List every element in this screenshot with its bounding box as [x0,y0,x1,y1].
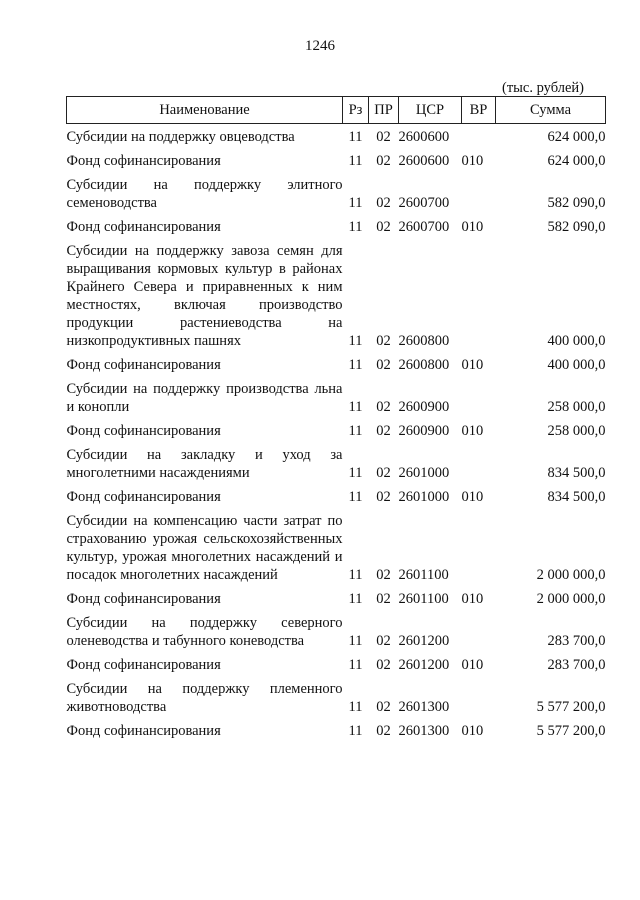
row-csr: 2601300 [398,723,450,739]
row-rz: 11 [348,423,363,439]
header-sum: Сумма [496,97,606,124]
row-vr [462,440,496,482]
table-row [67,608,606,650]
row-csr: 2600900 [398,423,450,439]
row-csr: 2601200 [398,657,450,673]
table-row [67,170,606,212]
row-sum: 834 500,0 [547,489,606,505]
row-vr [462,674,496,716]
row-vr: 010 [461,723,484,739]
row-name: Фонд софинансирования [66,489,221,505]
header-pr: ПР [369,97,399,124]
units-label: (тыс. рублей) [502,80,584,96]
row-vr: 010 [461,357,484,373]
row-rz: 11 [348,489,363,505]
row-csr: 2600600 [398,153,450,169]
row-sum: 258 000,0 [547,423,606,439]
row-vr [462,374,496,416]
budget-table [66,96,606,740]
row-sum: 624 000,0 [547,153,606,169]
row-vr: 010 [461,153,484,169]
row-rz: 11 [348,699,363,715]
header-name: Наименование [67,97,343,124]
row-pr: 02 [376,153,391,169]
row-sum: 283 700,0 [547,657,606,673]
row-csr: 2600700 [398,195,450,211]
row-name: Фонд софинансирования [66,423,221,439]
table-row [67,674,606,716]
row-rz: 11 [348,219,363,235]
table-row [67,146,606,170]
row-vr [462,608,496,650]
row-pr: 02 [376,699,391,715]
row-name: Фонд софинансирования [66,591,221,607]
header-csr: ЦСР [399,97,462,124]
row-vr: 010 [461,219,484,235]
row-name: Фонд софинансирования [66,357,221,373]
row-rz: 11 [348,195,363,211]
row-name: Фонд софинансирования [66,219,221,235]
row-pr: 02 [376,333,391,349]
row-sum: 258 000,0 [547,399,606,415]
row-pr: 02 [376,567,391,583]
table-row [67,650,606,674]
row-rz: 11 [348,153,363,169]
row-name: Субсидии на компенсацию части затрат по страхованию урожая сельскохозяйственных культур, урожая многолетних насаждений и посадок многолетних насаждений [66,513,343,583]
row-vr: 010 [461,489,484,505]
row-sum: 400 000,0 [547,333,606,349]
row-name: Субсидии на поддержку племенного животноводства [66,681,343,715]
table-row [67,416,606,440]
header-rz: Рз [343,97,369,124]
row-name: Фонд софинансирования [66,723,221,739]
table-row [67,124,606,147]
row-csr: 2601200 [398,633,450,649]
table-row [67,350,606,374]
row-pr: 02 [376,357,391,373]
row-pr: 02 [376,399,391,415]
row-rz: 11 [348,465,363,481]
row-pr: 02 [376,723,391,739]
row-pr: 02 [376,423,391,439]
row-csr: 2601100 [398,591,449,607]
header-vr: ВР [462,97,496,124]
row-rz: 11 [348,633,363,649]
row-csr: 2601000 [398,465,450,481]
row-sum: 5 577 200,0 [536,699,606,715]
row-pr: 02 [376,195,391,211]
row-pr: 02 [376,591,391,607]
row-vr [462,236,496,350]
row-vr [462,506,496,584]
row-sum: 624 000,0 [547,129,606,145]
row-sum: 2 000 000,0 [536,567,606,583]
row-vr [462,170,496,212]
row-pr: 02 [376,633,391,649]
table-row [67,584,606,608]
row-name: Субсидии на поддержку завоза семян для выращивания кормовых культур в районах Крайнего Севера и приравненных к ним местностях, включая производство продукции растениеводства на низкопродуктивных пашнях [66,243,343,349]
table-row [67,212,606,236]
row-rz: 11 [348,591,363,607]
row-rz: 11 [348,399,363,415]
row-rz: 11 [348,333,363,349]
row-rz: 11 [348,567,363,583]
row-pr: 02 [376,129,391,145]
table-row [67,482,606,506]
row-csr: 2601000 [398,489,450,505]
row-name: Субсидии на поддержку производства льна и конопли [66,381,343,415]
row-rz: 11 [348,723,363,739]
row-vr: 010 [461,657,484,673]
row-rz: 11 [348,129,363,145]
page-number: 1246 [305,38,335,54]
row-rz: 11 [348,657,363,673]
row-sum: 2 000 000,0 [536,591,606,607]
table-row [67,506,606,584]
row-csr: 2600800 [398,357,450,373]
row-vr: 010 [461,591,484,607]
row-name: Фонд софинансирования [66,657,221,673]
row-vr [462,124,496,147]
row-csr: 2600700 [398,219,450,235]
row-csr: 2600800 [398,333,450,349]
table-row [67,236,606,350]
row-pr: 02 [376,489,391,505]
row-csr: 2601100 [398,567,449,583]
row-pr: 02 [376,219,391,235]
row-sum: 283 700,0 [547,633,606,649]
row-sum: 582 090,0 [547,195,606,211]
row-pr: 02 [376,465,391,481]
row-name: Субсидии на поддержку овцеводства [66,129,295,145]
table-row [67,440,606,482]
row-sum: 834 500,0 [547,465,606,481]
row-rz: 11 [348,357,363,373]
row-csr: 2600600 [398,129,450,145]
row-sum: 582 090,0 [547,219,606,235]
table-row [67,374,606,416]
table-header-row [67,97,606,124]
row-name: Субсидии на закладку и уход за многолетними насаждениями [66,447,343,481]
row-csr: 2600900 [398,399,450,415]
row-pr: 02 [376,657,391,673]
row-sum: 400 000,0 [547,357,606,373]
table-row [67,716,606,740]
row-name: Фонд софинансирования [66,153,221,169]
row-sum: 5 577 200,0 [536,723,606,739]
row-vr: 010 [461,423,484,439]
row-csr: 2601300 [398,699,450,715]
row-name: Субсидии на поддержку северного оленеводства и табунного коневодства [66,615,343,649]
row-name: Субсидии на поддержку элитного семеноводства [66,177,343,211]
